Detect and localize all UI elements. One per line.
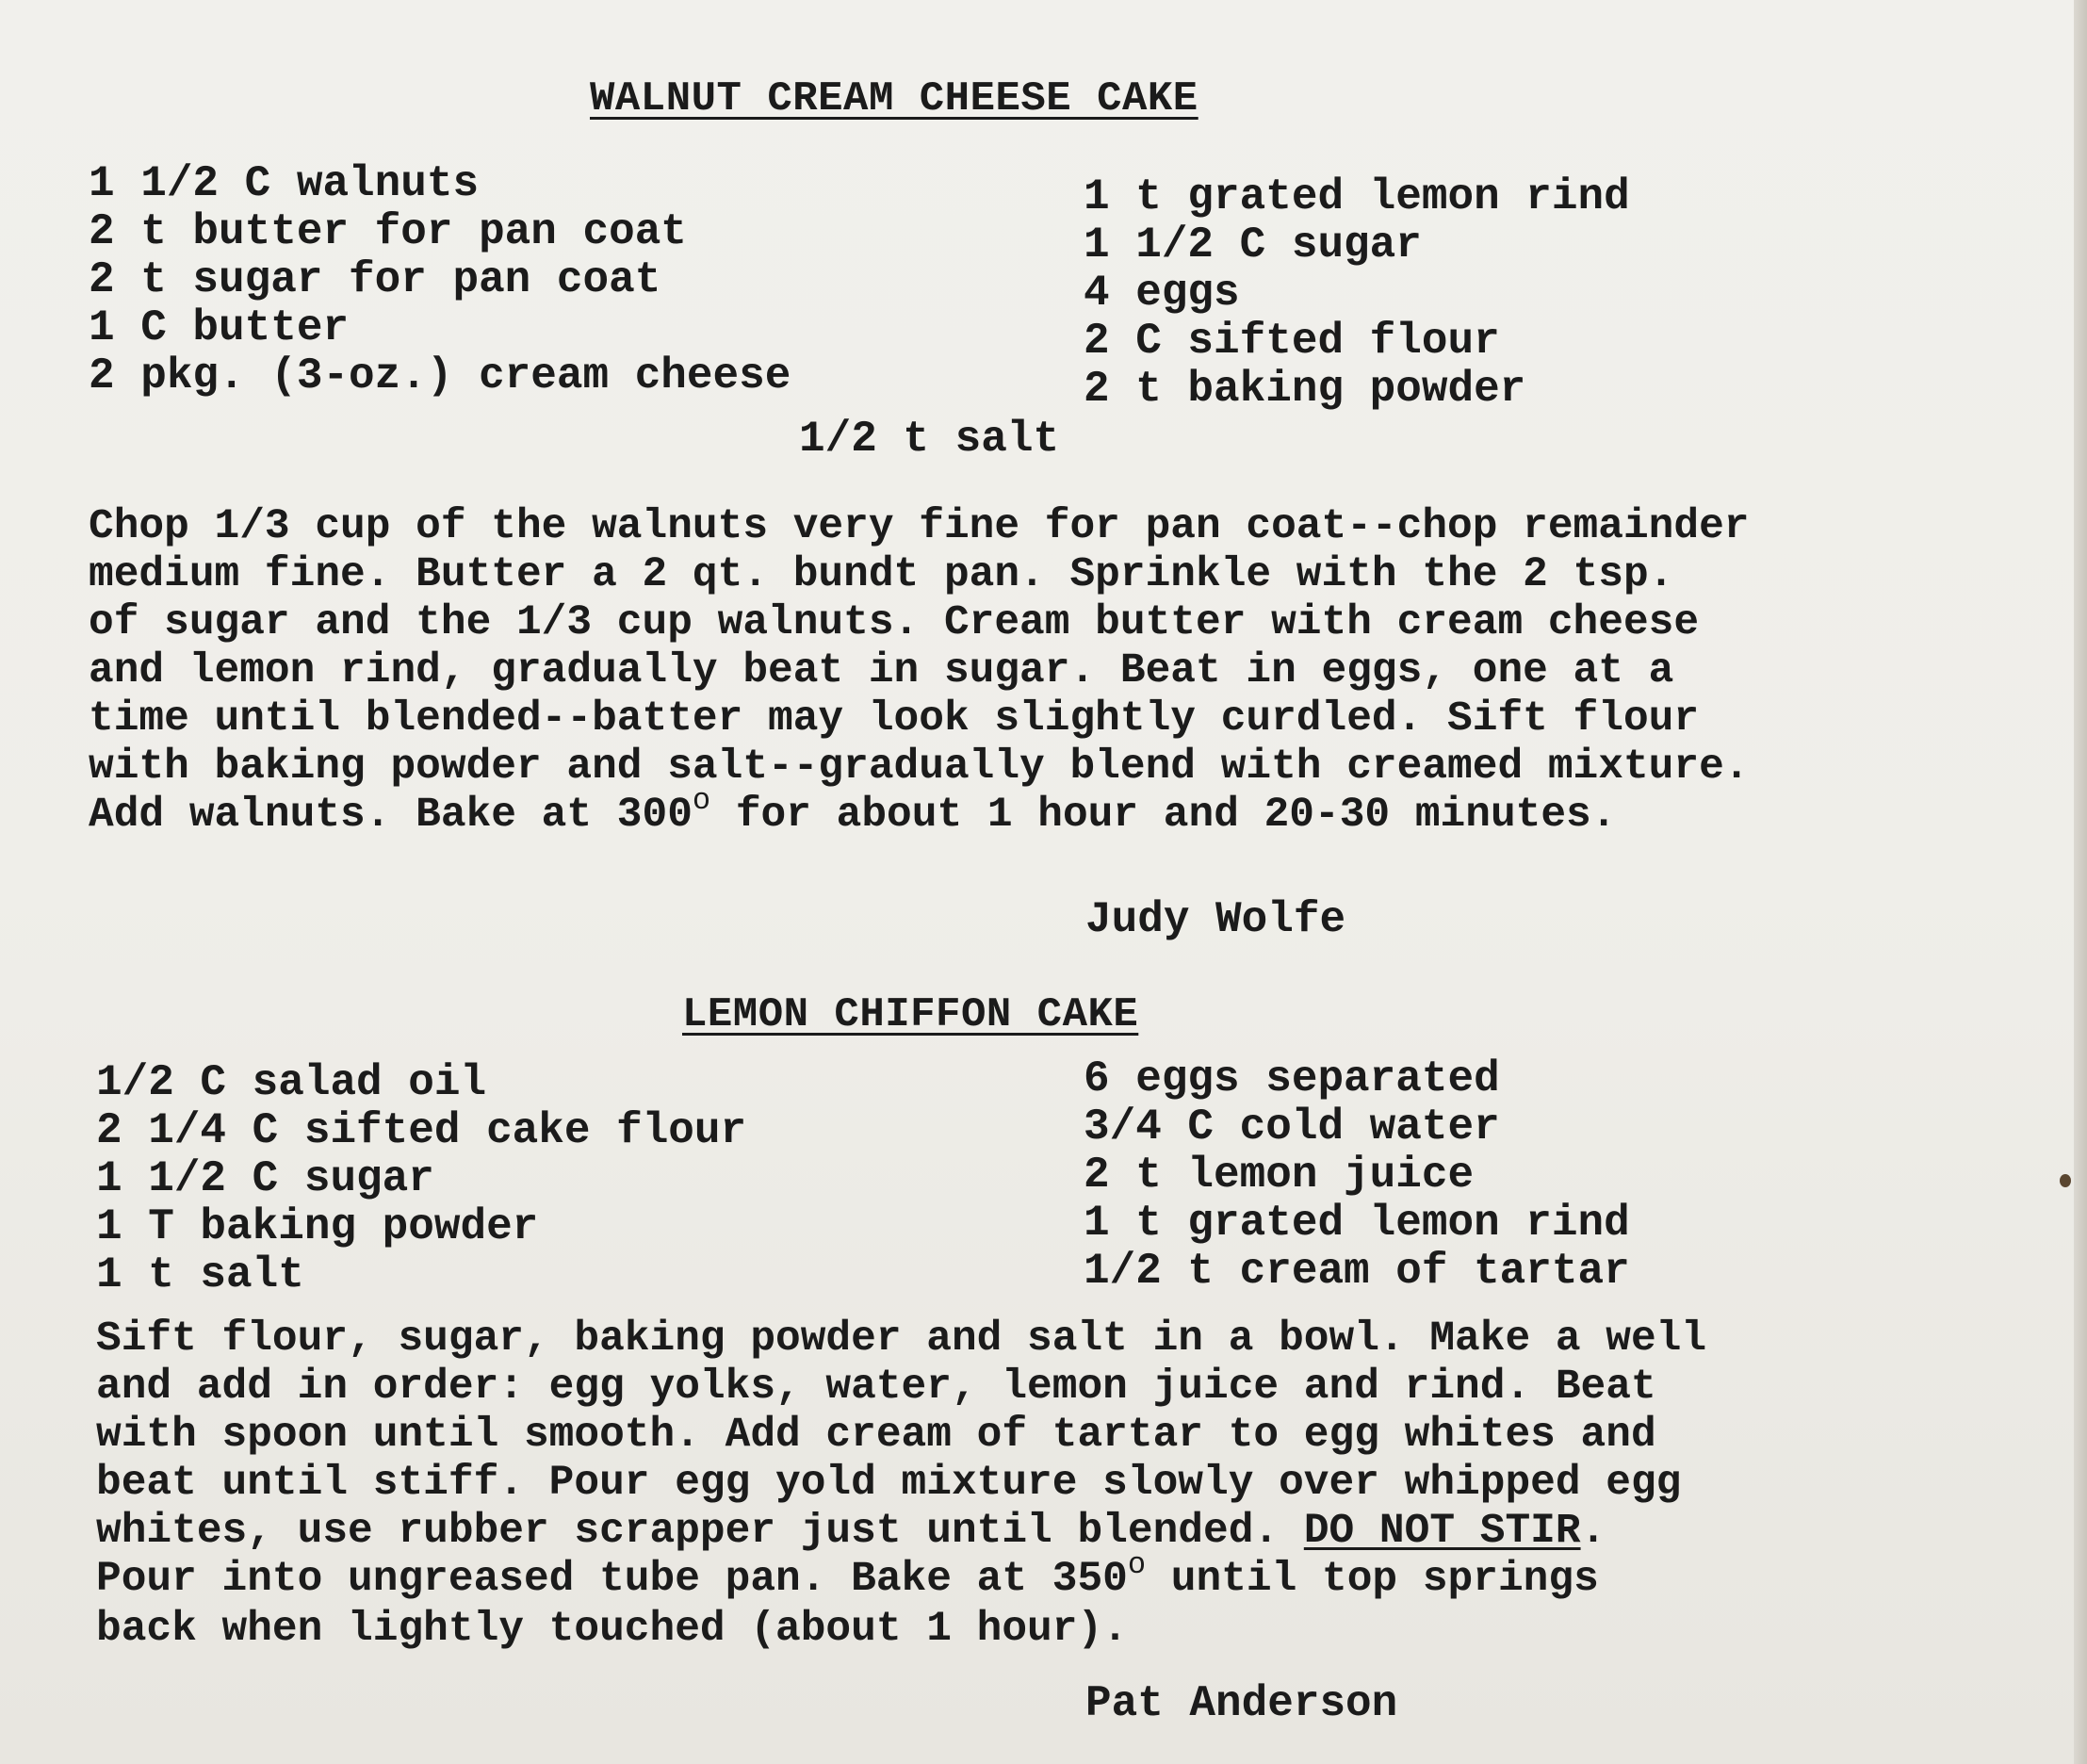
ingredients-left-lemon bbox=[96, 1059, 746, 1299]
direction-line: and add in order: egg yolks, water, lemon juice and rind. Beat bbox=[96, 1364, 1656, 1411]
direction-text: for about 1 hour and 20-30 minutes. bbox=[710, 792, 1617, 839]
degree-symbol: o bbox=[1127, 1547, 1147, 1582]
direction-line: beat until stiff. Pour egg yold mixture slowly over whipped egg bbox=[96, 1460, 1682, 1507]
ingredient: 1 t salt bbox=[96, 1250, 304, 1299]
direction-line bbox=[96, 1508, 1706, 1556]
ingredient: 2 t baking powder bbox=[1084, 365, 1526, 414]
ingredient: 4 eggs bbox=[1084, 269, 1240, 318]
ingredient: 2 C sifted flour bbox=[1084, 317, 1500, 366]
direction-line: time until blended--batter may look slightly curdled. Sift flour bbox=[89, 695, 1700, 743]
ingredients-right-lemon bbox=[1084, 1055, 1630, 1296]
directions-lemon bbox=[96, 1315, 1706, 1654]
ingredient: 1 1/2 C walnuts bbox=[89, 159, 480, 208]
direction-line: back when lightly touched (about 1 hour). bbox=[96, 1606, 1128, 1653]
ingredient: 2 pkg. (3-oz.) cream cheese bbox=[89, 351, 791, 400]
paper-speck bbox=[2060, 1174, 2071, 1187]
page-edge-shadow bbox=[2074, 0, 2087, 1764]
ingredient-salt: 1/2 t salt bbox=[799, 415, 1060, 464]
ingredient: 2 t sugar for pan coat bbox=[89, 255, 661, 304]
recipe-title-lemon-chiffon-cake: LEMON CHIFFON CAKE bbox=[682, 991, 1139, 1038]
author-pat-anderson: Pat Anderson bbox=[1085, 1679, 1398, 1728]
direction-line bbox=[89, 783, 1750, 841]
direction-line: with spoon until smooth. Add cream of tartar to egg whites and bbox=[96, 1412, 1656, 1459]
ingredients-right-walnut bbox=[1084, 173, 1630, 414]
ingredient: 2 1/4 C sifted cake flour bbox=[96, 1106, 747, 1155]
author-judy-wolfe: Judy Wolfe bbox=[1085, 895, 1346, 944]
ingredient: 1 t grated lemon rind bbox=[1084, 172, 1630, 221]
direction-line: medium fine. Butter a 2 qt. bundt pan. Sprinkle with the 2 tsp. bbox=[89, 551, 1674, 598]
ingredient: 1 T baking powder bbox=[96, 1202, 539, 1251]
direction-text: Add walnuts. Bake at 300 bbox=[89, 792, 693, 839]
ingredient: 3/4 C cold water bbox=[1084, 1102, 1500, 1152]
ingredient: 6 eggs separated bbox=[1084, 1054, 1500, 1103]
directions-walnut bbox=[89, 503, 1750, 841]
ingredient: 1 1/2 C sugar bbox=[96, 1154, 434, 1203]
direction-text: until top springs bbox=[1146, 1556, 1599, 1603]
ingredient: 1 C butter bbox=[89, 303, 350, 352]
ingredient: 1 t grated lemon rind bbox=[1084, 1199, 1630, 1248]
direction-line: Sift flour, sugar, baking powder and salt in a bowl. Make a well bbox=[96, 1315, 1707, 1363]
degree-symbol: o bbox=[692, 783, 711, 818]
ingredient: 1/2 C salad oil bbox=[96, 1058, 487, 1107]
direction-text: . bbox=[1580, 1508, 1606, 1555]
direction-line: and lemon rind, gradually beat in sugar. Beat in eggs, one at a bbox=[89, 647, 1674, 694]
do-not-stir-emphasis: DO NOT STIR bbox=[1303, 1508, 1581, 1555]
direction-text: Pour into ungreased tube pan. Bake at 350 bbox=[96, 1556, 1128, 1603]
direction-line: with baking powder and salt--gradually blend with creamed mixture. bbox=[89, 743, 1750, 791]
ingredient: 1 1/2 C sugar bbox=[1084, 220, 1422, 270]
ingredients-left-walnut bbox=[89, 160, 791, 400]
direction-text: whites, use rubber scrapper just until blended. bbox=[96, 1508, 1304, 1555]
direction-line bbox=[96, 1547, 1706, 1606]
ingredient: 2 t lemon juice bbox=[1084, 1151, 1475, 1200]
ingredient: 2 t butter for pan coat bbox=[89, 207, 687, 256]
recipe-title-walnut-cream-cheese-cake: WALNUT CREAM CHEESE CAKE bbox=[590, 75, 1198, 122]
direction-line: Chop 1/3 cup of the walnuts very fine for pan coat--chop remainder bbox=[89, 503, 1750, 550]
ingredient: 1/2 t cream of tartar bbox=[1084, 1247, 1630, 1296]
direction-line: of sugar and the 1/3 cup walnuts. Cream butter with cream cheese bbox=[89, 599, 1700, 646]
